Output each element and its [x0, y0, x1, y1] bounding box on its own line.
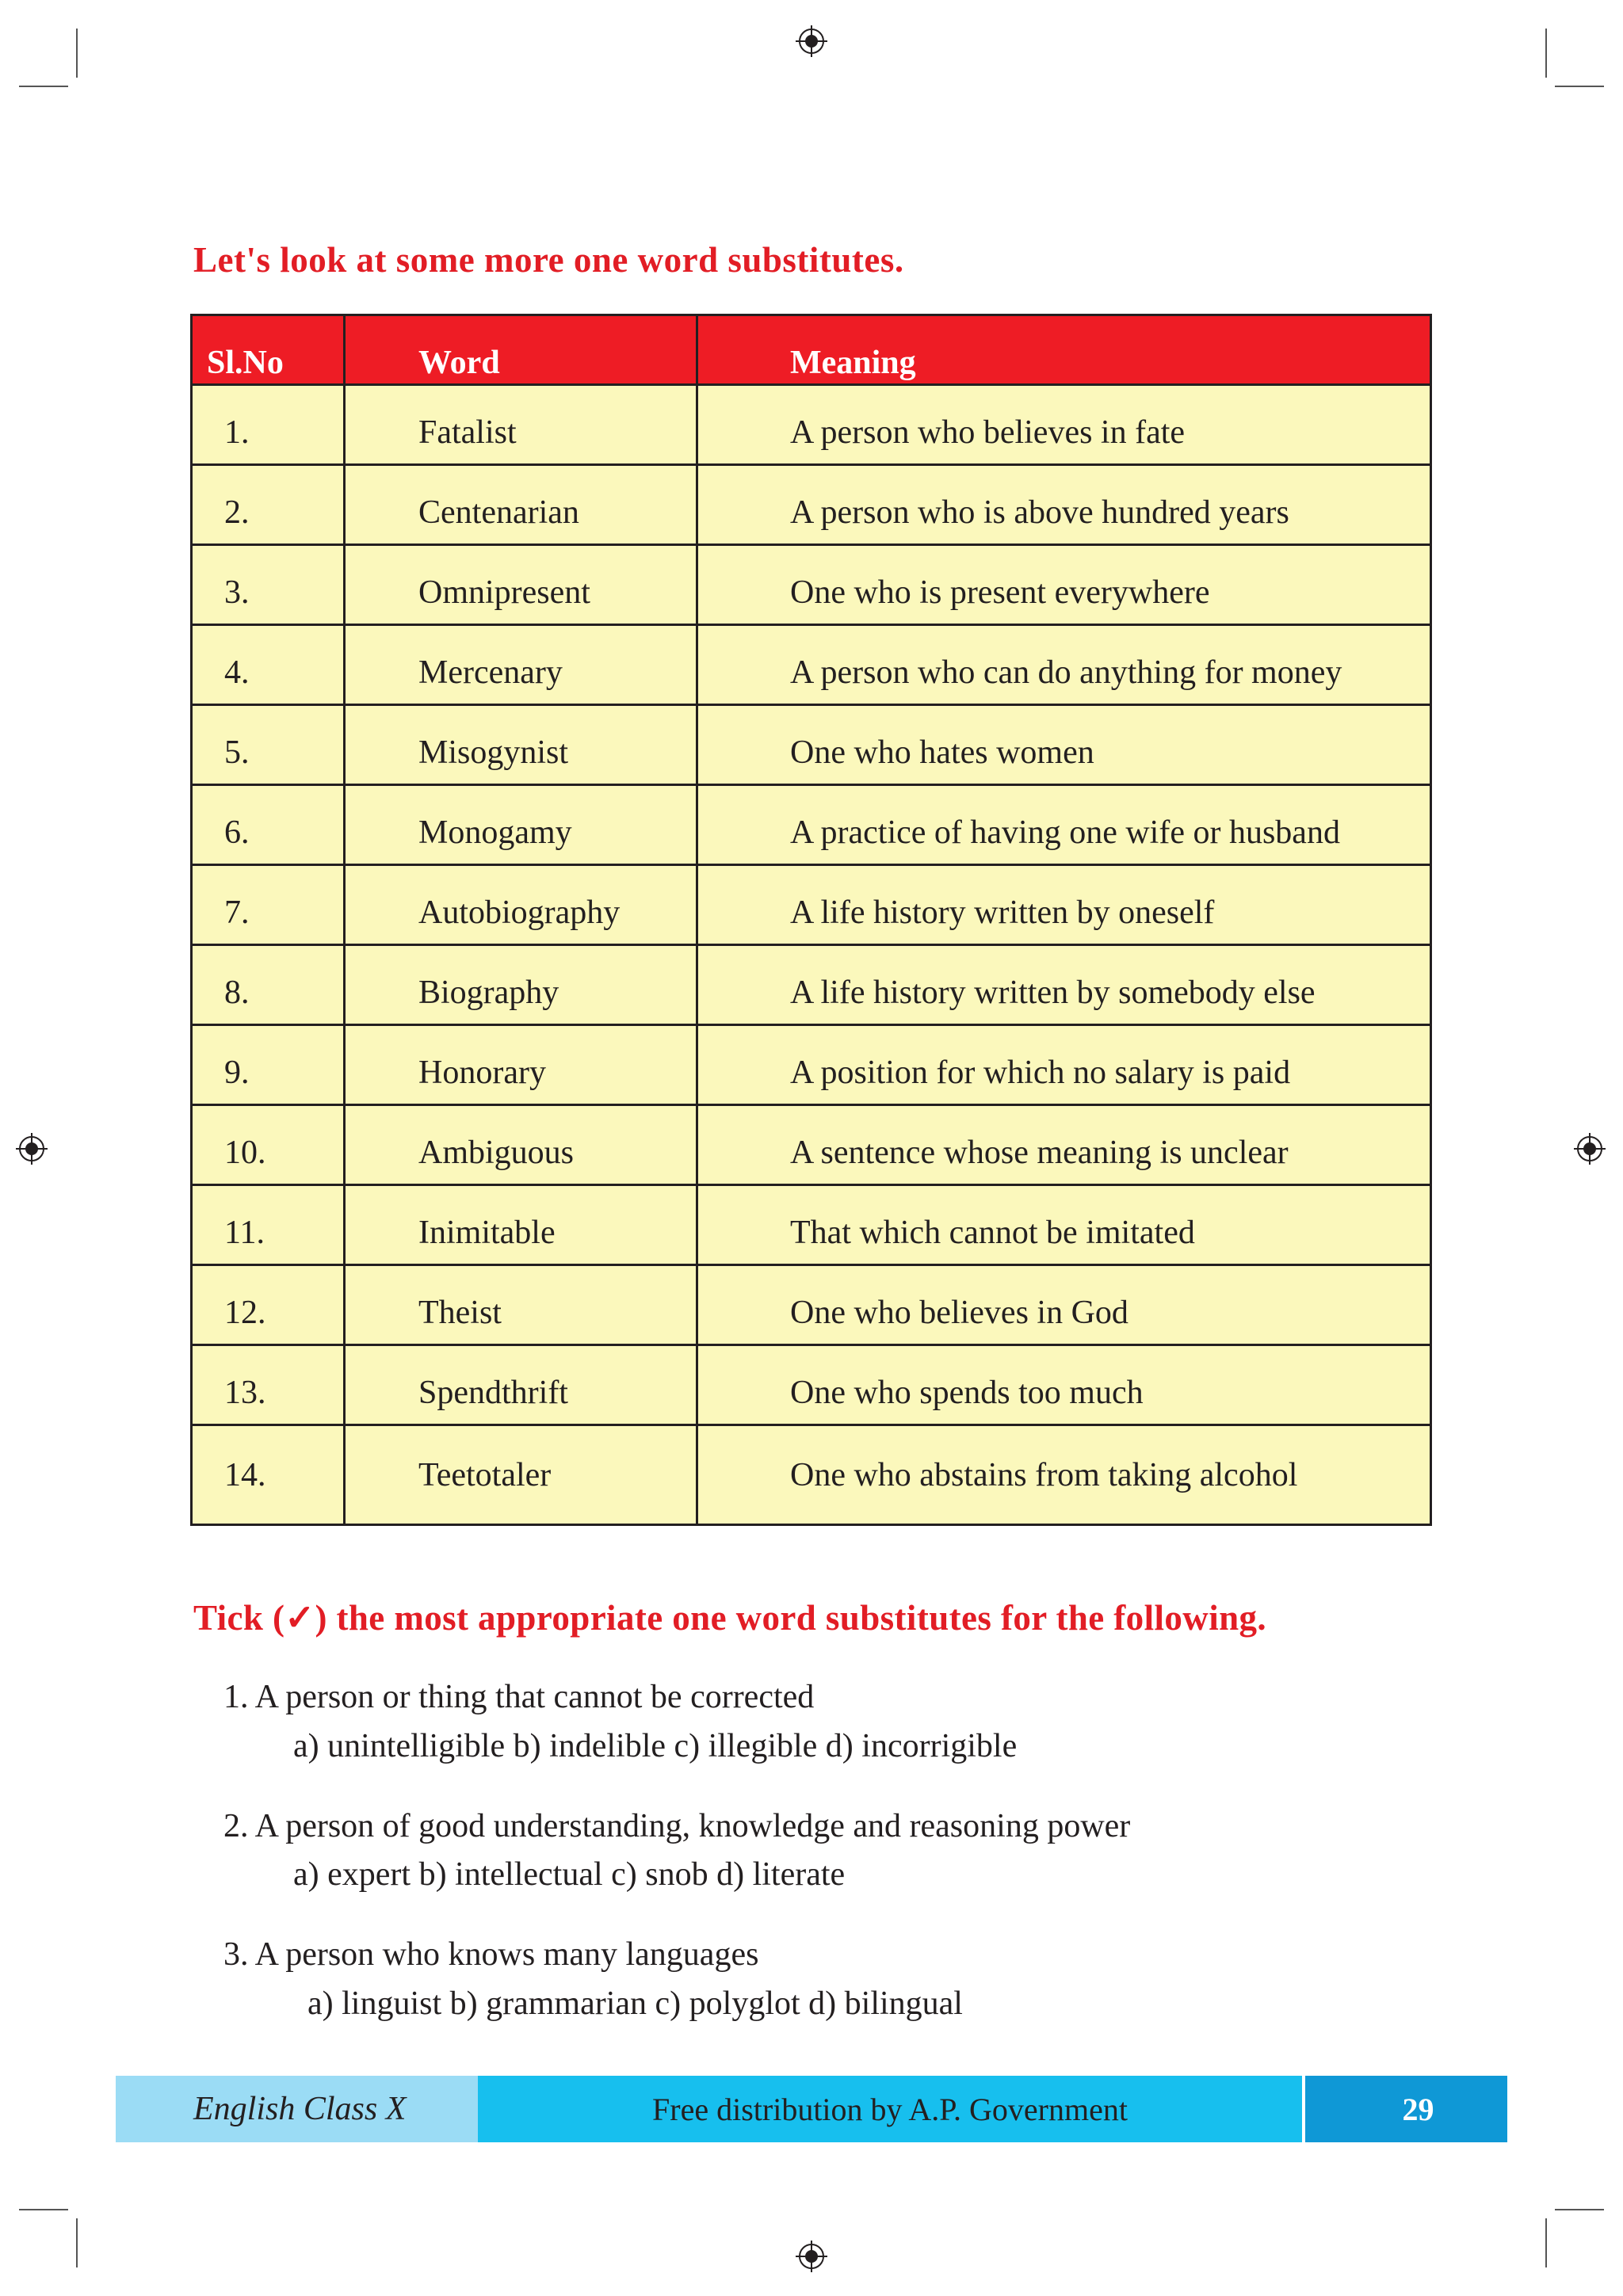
table-row — [192, 785, 1431, 865]
row-meaning: A life history written by somebody else — [697, 945, 1431, 1025]
row-meaning: One who spends too much — [697, 1345, 1431, 1425]
crop-mark — [19, 2209, 68, 2210]
header-meaning: Meaning — [697, 315, 1431, 385]
row-word: Fatalist — [345, 385, 697, 465]
row-number: 4. — [192, 625, 345, 705]
row-number: 1. — [192, 385, 345, 465]
row-number: 14. — [192, 1425, 345, 1525]
table-header-row — [192, 315, 1431, 385]
row-meaning: One who is present everywhere — [697, 545, 1431, 625]
footer-page-segment — [1305, 2076, 1507, 2142]
crop-mark — [76, 2218, 78, 2267]
table-row — [192, 1105, 1431, 1185]
table-row — [192, 1265, 1431, 1345]
row-meaning: A person who is above hundred years — [697, 465, 1431, 545]
table-row — [192, 1425, 1431, 1525]
row-number: 3. — [192, 545, 345, 625]
registration-mark-icon — [1574, 1133, 1606, 1165]
header-word: Word — [345, 315, 697, 385]
table-row — [192, 545, 1431, 625]
table-row — [192, 625, 1431, 705]
question-options: a) expert b) intellectual c) snob d) literate — [293, 1856, 846, 1893]
question-text: 2. A person of good understanding, knowledge and reasoning power — [223, 1808, 1131, 1844]
row-word: Ambiguous — [345, 1105, 697, 1185]
row-number: 6. — [192, 785, 345, 865]
header-slno: Sl.No — [192, 315, 345, 385]
footer-book-title: English Class X — [193, 2091, 407, 2127]
row-number: 10. — [192, 1105, 345, 1185]
table-row — [192, 705, 1431, 785]
crop-mark — [76, 29, 78, 78]
page-footer — [116, 2076, 1507, 2142]
row-number: 11. — [192, 1185, 345, 1265]
row-number: 2. — [192, 465, 345, 545]
question-text: 3. A person who knows many languages — [223, 1936, 759, 1973]
question-options: a) unintelligible b) indelible c) illegible d) incorrigible — [293, 1728, 1018, 1764]
row-word: Centenarian — [345, 465, 697, 545]
footer-distribution-text: Free distribution by A.P. Government — [652, 2091, 1128, 2127]
row-meaning: A practice of having one wife or husband — [697, 785, 1431, 865]
row-word: Inimitable — [345, 1185, 697, 1265]
footer-distribution-segment — [478, 2076, 1302, 2142]
row-number: 5. — [192, 705, 345, 785]
row-word: Monogamy — [345, 785, 697, 865]
row-word: Spendthrift — [345, 1345, 697, 1425]
section-heading: Let's look at some more one word substitutes. — [193, 240, 904, 280]
question-options: a) linguist b) grammarian c) polyglot d) bilingual — [307, 1985, 963, 2022]
registration-mark-icon — [796, 2241, 827, 2272]
row-number: 12. — [192, 1265, 345, 1345]
row-meaning: A person who believes in fate — [697, 385, 1431, 465]
row-meaning: A life history written by oneself — [697, 865, 1431, 945]
row-meaning: A position for which no salary is paid — [697, 1025, 1431, 1105]
crop-mark — [19, 86, 68, 87]
row-number: 7. — [192, 865, 345, 945]
question-text: 1. A person or thing that cannot be corrected — [223, 1679, 815, 1715]
table-row — [192, 385, 1431, 465]
row-word: Teetotaler — [345, 1425, 697, 1525]
substitutes-table — [190, 314, 1432, 1526]
exercise-heading: Tick (✓) the most appropriate one word substitutes for the following. — [193, 1598, 1267, 1638]
row-meaning: One who hates women — [697, 705, 1431, 785]
row-meaning: A person who can do anything for money — [697, 625, 1431, 705]
row-meaning: One who abstains from taking alcohol — [697, 1425, 1431, 1525]
row-word: Biography — [345, 945, 697, 1025]
table-row — [192, 1185, 1431, 1265]
table-row — [192, 1025, 1431, 1105]
crop-mark — [1545, 29, 1547, 78]
registration-mark-icon — [16, 1133, 48, 1165]
row-number: 8. — [192, 945, 345, 1025]
crop-mark — [1555, 86, 1604, 87]
page-number: 29 — [1402, 2091, 1434, 2127]
row-number: 9. — [192, 1025, 345, 1105]
registration-mark-icon — [796, 25, 827, 57]
row-number: 13. — [192, 1345, 345, 1425]
row-meaning: A sentence whose meaning is unclear — [697, 1105, 1431, 1185]
row-word: Omnipresent — [345, 545, 697, 625]
footer-book-segment — [116, 2076, 478, 2142]
table-row — [192, 1345, 1431, 1425]
row-meaning: That which cannot be imitated — [697, 1185, 1431, 1265]
row-meaning: One who believes in God — [697, 1265, 1431, 1345]
table-row — [192, 865, 1431, 945]
row-word: Misogynist — [345, 705, 697, 785]
table-row — [192, 945, 1431, 1025]
row-word: Mercenary — [345, 625, 697, 705]
crop-mark — [1555, 2209, 1604, 2210]
row-word: Honorary — [345, 1025, 697, 1105]
table-row — [192, 465, 1431, 545]
crop-mark — [1545, 2218, 1547, 2267]
row-word: Theist — [345, 1265, 697, 1345]
row-word: Autobiography — [345, 865, 697, 945]
